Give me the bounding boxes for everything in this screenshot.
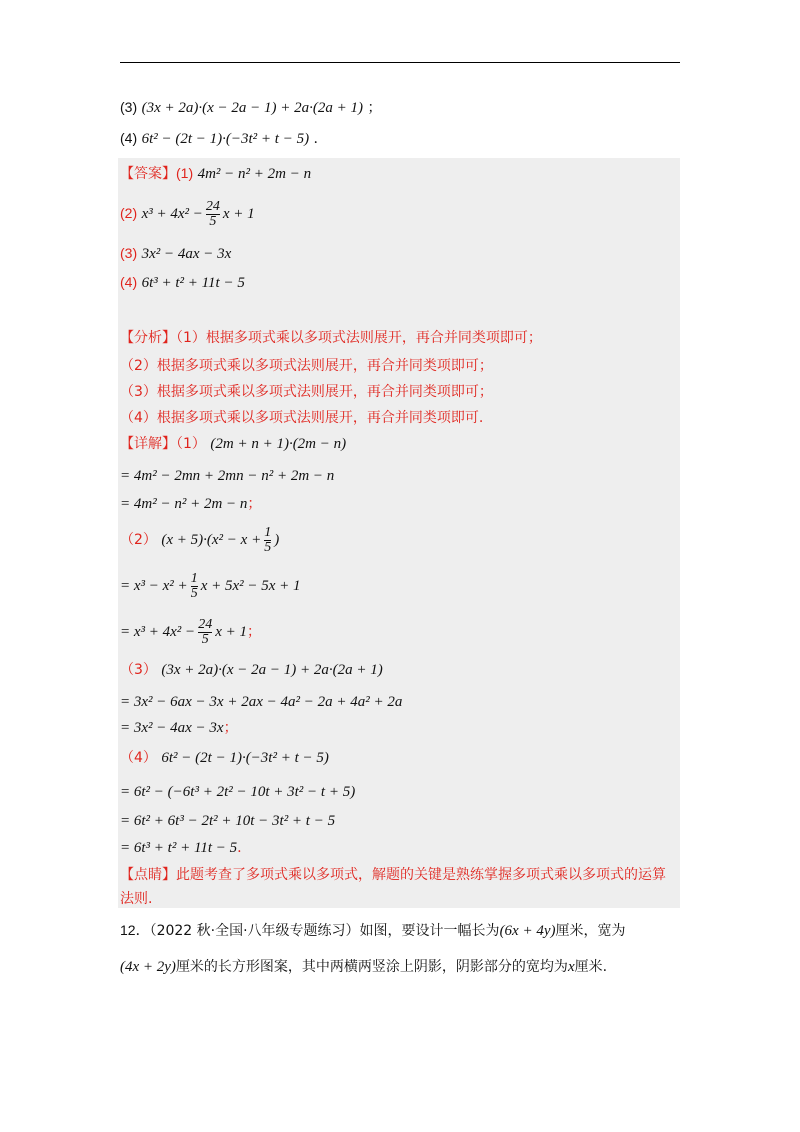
comment-line-1 bbox=[120, 865, 666, 885]
analysis-text-3: （3）根据多项式乘以多项式法则展开，再合并同类项即可； bbox=[120, 384, 493, 400]
answer-4 bbox=[120, 272, 245, 293]
detail-2-numerator: 1 bbox=[264, 524, 272, 540]
answer-3 bbox=[120, 243, 231, 264]
detail-4-header bbox=[120, 748, 329, 768]
question-12-variable: x bbox=[567, 959, 575, 975]
detail-4-expression: 6t² − (2t − 1)·(−3t² + t − 5) bbox=[161, 750, 329, 766]
analysis-text-2: （2）根据多项式乘以多项式法则展开，再合并同类项即可； bbox=[120, 358, 493, 374]
question-4 bbox=[120, 128, 318, 149]
detail-3-header bbox=[120, 660, 383, 680]
detail-1-step-2-expr: = 4m² − n² + 2m − n bbox=[120, 496, 248, 512]
detail-1-header bbox=[120, 434, 346, 454]
answer-4-value: 6t³ + t² + 11t − 5 bbox=[141, 275, 245, 291]
comment-text-1: 此题考查了多项式乘以多项式，解题的关键是熟练掌握多项式乘以多项式的运算 bbox=[176, 867, 666, 883]
analysis-line-1 bbox=[120, 328, 542, 348]
analysis-tag: 【分析】 bbox=[120, 330, 176, 346]
detail-4-step-3 bbox=[120, 838, 242, 858]
detail-2-step-1-numerator: 1 bbox=[190, 570, 198, 586]
answer-1-label: (1) bbox=[176, 165, 194, 181]
answer-1-value: 4m² − n² + 2m − n bbox=[197, 166, 312, 182]
detail-4-step-1: = 6t² − (−6t³ + 2t² − 10t + 3t² − t + 5) bbox=[120, 784, 356, 800]
detail-2-step-2-numerator: 24 bbox=[198, 616, 213, 632]
question-12-mid: 厘米，宽为 bbox=[555, 923, 626, 939]
answer-2-label: (2) bbox=[120, 205, 138, 221]
detail-2-label: （2） bbox=[120, 532, 157, 548]
question-12-source: （2022 秋·全国·八年级专题练习）如图，要设计一幅长为 bbox=[149, 923, 500, 939]
detail-2-pre: (x + 5)·(x² − x + bbox=[161, 532, 262, 548]
question-12-length: (6x + 4y) bbox=[499, 923, 556, 939]
detail-tag: 【详解】 bbox=[120, 436, 176, 452]
detail-2-step-1-fraction bbox=[191, 572, 198, 601]
question-3 bbox=[120, 97, 381, 118]
question-4-expression: 6t² − (2t − 1)·(−3t² + t − 5) bbox=[141, 131, 310, 147]
question-12-width: (4x + 2y) bbox=[120, 959, 176, 975]
question-12-rest: 厘米的长方形图案，其中两横两竖涂上阴影，阴影部分的宽均为 bbox=[175, 959, 568, 975]
detail-2-post: ) bbox=[274, 532, 280, 548]
detail-1-expression: (2m + n + 1)·(2m − n) bbox=[210, 436, 347, 452]
question-4-label: (4) bbox=[120, 130, 138, 146]
detail-2-step-1-pre: = x³ − x² + bbox=[120, 578, 188, 594]
detail-2-step-1-post: x + 5x² − 5x + 1 bbox=[200, 578, 301, 594]
detail-1-label: （1） bbox=[176, 436, 206, 452]
question-12-number: 12． bbox=[120, 922, 150, 938]
question-12-line-1 bbox=[120, 920, 626, 941]
header-rule bbox=[120, 62, 680, 63]
detail-1-step-1: = 4m² − 2mn + 2mn − n² + 2m − n bbox=[120, 468, 335, 484]
analysis-text-4: （4）根据多项式乘以多项式法则展开，再合并同类项即可. bbox=[120, 410, 484, 426]
detail-2-step-1-denominator: 5 bbox=[190, 585, 198, 601]
answer-tag: 【答案】 bbox=[120, 166, 176, 182]
answer-4-label: (4) bbox=[120, 274, 138, 290]
answer-2-post: x + 1 bbox=[222, 206, 255, 222]
analysis-text-1: （1）根据多项式乘以多项式法则展开，再合并同类项即可； bbox=[176, 330, 542, 346]
question-12-end: 厘米. bbox=[574, 959, 608, 975]
detail-2-step-1 bbox=[120, 568, 301, 604]
detail-2-denominator: 5 bbox=[264, 539, 272, 555]
detail-2-step-2-pre: = x³ + 4x² − bbox=[120, 624, 196, 640]
detail-2-step-2-fraction bbox=[198, 618, 212, 647]
detail-2-step-2 bbox=[120, 614, 261, 650]
detail-2-header bbox=[120, 522, 279, 558]
answer-3-label: (3) bbox=[120, 245, 138, 261]
answer-2-fraction bbox=[206, 200, 220, 229]
analysis-line-2 bbox=[120, 356, 493, 376]
detail-4-label: （4） bbox=[120, 750, 157, 766]
answer-2-numerator: 24 bbox=[205, 198, 220, 214]
answer-3-value: 3x² − 4ax − 3x bbox=[141, 246, 232, 262]
detail-2-step-2-tail: ； bbox=[246, 624, 261, 640]
question-3-expression: (3x + 2a)·(x − 2a − 1) + 2a·(2a + 1) bbox=[141, 100, 363, 116]
question-3-label: (3) bbox=[120, 99, 138, 115]
answer-2 bbox=[120, 195, 255, 232]
detail-3-label: （3） bbox=[120, 662, 157, 678]
analysis-line-4 bbox=[120, 408, 483, 428]
detail-1-step-2 bbox=[120, 494, 261, 514]
detail-3-step-1: = 3x² − 6ax − 3x + 2ax − 4a² − 2a + 4a² + 2a bbox=[120, 694, 403, 710]
comment-line-2 bbox=[120, 889, 152, 909]
detail-1-step-2-tail: ； bbox=[247, 496, 262, 512]
comment-text-2: 法则. bbox=[120, 891, 153, 907]
question-4-tail: . bbox=[313, 131, 318, 147]
detail-4-step-2: = 6t² + 6t³ − 2t² + 10t − 3t² + t − 5 bbox=[120, 813, 336, 829]
detail-2-step-2-post: x + 1 bbox=[215, 624, 247, 640]
detail-4-step-3-tail: . bbox=[237, 840, 242, 856]
question-12-line-2 bbox=[120, 957, 607, 977]
answer-2-pre: x³ + 4x² − bbox=[141, 206, 203, 222]
question-3-tail: ； bbox=[367, 100, 382, 116]
analysis-line-3 bbox=[120, 382, 493, 402]
answer-1 bbox=[120, 163, 311, 184]
detail-3-expression: (3x + 2a)·(x − 2a − 1) + 2a·(2a + 1) bbox=[161, 662, 383, 678]
detail-3-step-2-expr: = 3x² − 4ax − 3x bbox=[120, 720, 224, 736]
detail-2-fraction bbox=[264, 526, 271, 555]
comment-tag: 【点睛】 bbox=[120, 867, 176, 883]
answer-2-denominator: 5 bbox=[206, 214, 220, 229]
detail-3-step-2 bbox=[120, 718, 238, 738]
detail-2-step-2-denominator: 5 bbox=[198, 632, 212, 647]
detail-3-step-2-tail: ； bbox=[223, 720, 238, 736]
detail-4-step-3-expr: = 6t³ + t² + 11t − 5 bbox=[120, 840, 238, 856]
